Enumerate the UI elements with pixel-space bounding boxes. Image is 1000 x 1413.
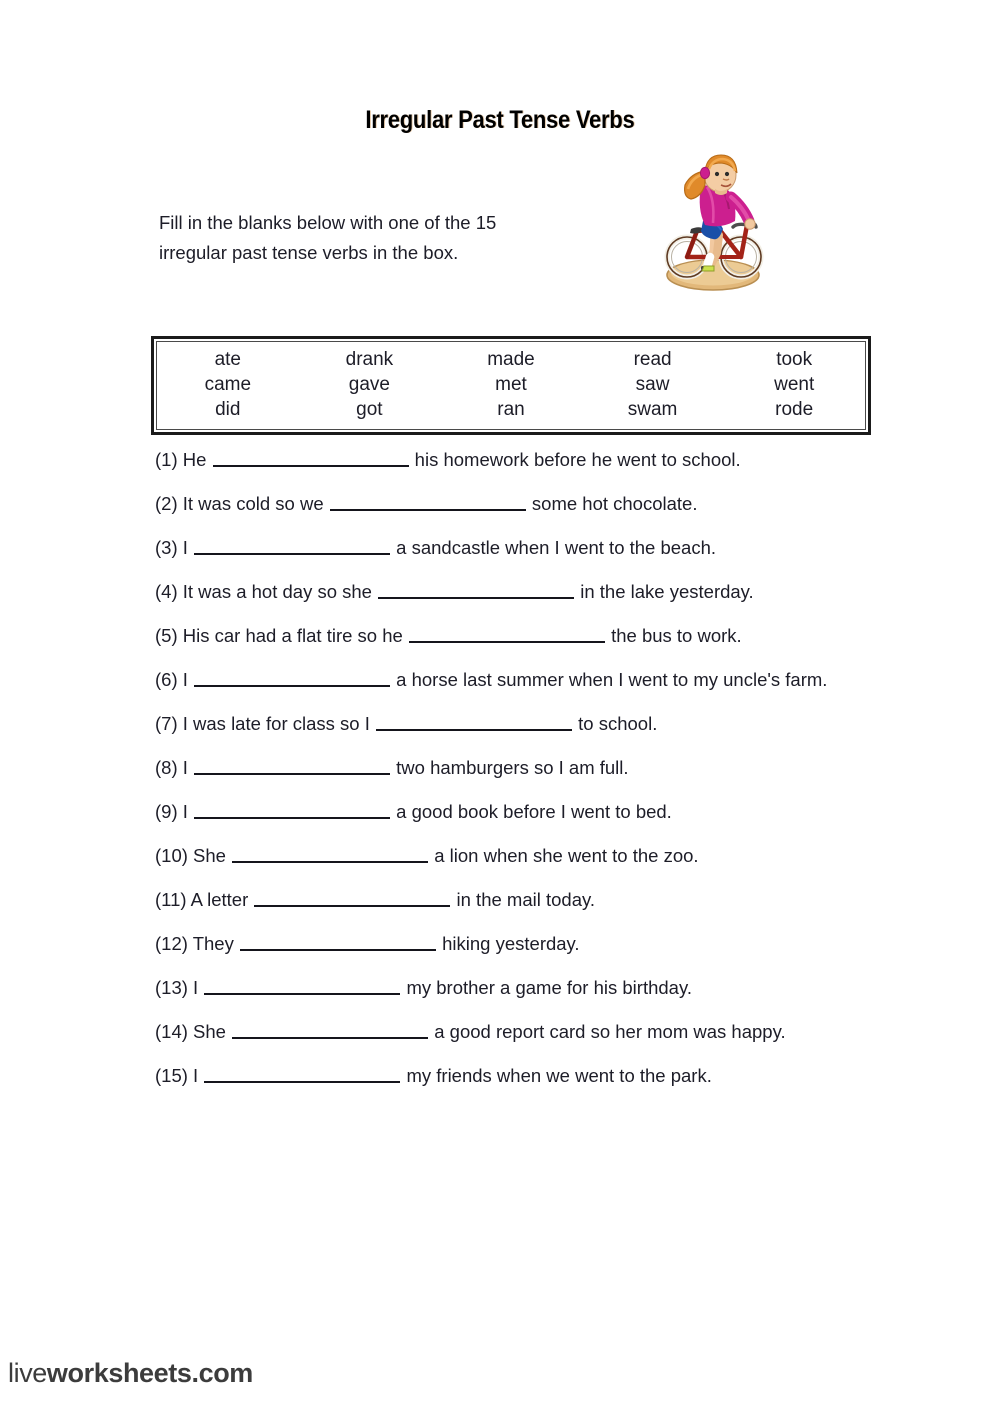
question-item	[155, 491, 867, 517]
question-suffix: a lion when she went to the zoo.	[429, 845, 699, 866]
word-bank-word: made	[487, 349, 535, 370]
question-item	[155, 975, 867, 1001]
question-item	[155, 447, 867, 473]
question-suffix: my brother a game for his birthday.	[401, 977, 692, 998]
page-title-container	[0, 106, 1000, 135]
word-bank-word: rode	[775, 399, 814, 420]
question-item	[155, 623, 867, 649]
answer-blank-9[interactable]	[194, 800, 390, 819]
answer-blank-13[interactable]	[204, 976, 400, 995]
word-bank-row	[157, 397, 865, 422]
word-bank-word: went	[774, 374, 815, 395]
question-suffix: hiking yesterday.	[436, 933, 580, 954]
word-bank-inner	[156, 341, 866, 430]
question-number-and-prefix: (10) She	[155, 845, 232, 866]
instructions-text: Fill in the blanks below with one of the 15 irregular past tense verbs in the box.	[159, 212, 497, 263]
question-item	[155, 887, 867, 913]
answer-blank-4[interactable]	[378, 580, 574, 599]
answer-blank-15[interactable]	[204, 1064, 400, 1083]
question-number-and-prefix: (4) It was a hot day so she	[155, 581, 378, 602]
question-number-and-prefix: (13) I	[155, 977, 204, 998]
question-suffix: two hamburgers so I am full.	[391, 757, 629, 778]
word-bank-word: ate	[214, 349, 241, 370]
question-number-and-prefix: (8) I	[155, 757, 194, 778]
watermark-light-part: live	[8, 1358, 47, 1388]
question-suffix: a good book before I went to bed.	[391, 801, 672, 822]
question-item	[155, 931, 867, 957]
question-suffix: a good report card so her mom was happy.	[429, 1021, 786, 1042]
question-number-and-prefix: (14) She	[155, 1021, 232, 1042]
girl-riding-bicycle-icon	[657, 147, 765, 295]
question-item	[155, 1019, 867, 1045]
questions-list	[155, 447, 867, 1089]
answer-blank-8[interactable]	[194, 756, 390, 775]
answer-blank-7[interactable]	[376, 712, 572, 731]
answer-blank-6[interactable]	[194, 668, 390, 687]
question-suffix: a horse last summer when I went to my uncle's farm.	[391, 669, 828, 690]
liveworksheets-watermark	[8, 1358, 253, 1389]
question-item	[155, 1063, 867, 1089]
question-suffix: in the lake yesterday.	[575, 581, 754, 602]
question-number-and-prefix: (5) His car had a flat tire so he	[155, 625, 408, 646]
question-number-and-prefix: (2) It was cold so we	[155, 493, 329, 514]
word-bank-word: met	[495, 374, 527, 395]
word-bank-word: came	[204, 374, 252, 395]
word-bank-word: ran	[497, 399, 525, 420]
word-bank-box	[151, 336, 871, 435]
word-bank-word: did	[215, 399, 241, 420]
question-number-and-prefix: (6) I	[155, 669, 194, 690]
question-item	[155, 535, 867, 561]
answer-blank-3[interactable]	[194, 536, 390, 555]
word-bank-word: drank	[345, 349, 394, 370]
question-number-and-prefix: (3) I	[155, 537, 194, 558]
question-number-and-prefix: (11) A letter	[155, 889, 254, 910]
answer-blank-5[interactable]	[409, 624, 605, 643]
question-item	[155, 579, 867, 605]
word-bank-word: saw	[635, 374, 670, 395]
answer-blank-2[interactable]	[330, 492, 526, 511]
question-suffix: to school.	[573, 713, 658, 734]
question-item	[155, 799, 867, 825]
question-suffix: the bus to work.	[605, 625, 742, 646]
page-title: Irregular Past Tense Verbs	[365, 106, 635, 134]
question-number-and-prefix: (7) I was late for class so I	[155, 713, 376, 734]
watermark-bold-part: worksheets.com	[46, 1358, 253, 1388]
answer-blank-12[interactable]	[240, 932, 436, 951]
word-bank-word: took	[776, 349, 813, 370]
word-bank-row	[157, 372, 865, 397]
question-number-and-prefix: (1) He	[155, 449, 212, 470]
question-suffix: in the mail today.	[451, 889, 595, 910]
question-number-and-prefix: (12) They	[155, 933, 239, 954]
question-item	[155, 711, 867, 737]
answer-blank-1[interactable]	[213, 448, 409, 467]
word-bank-word: gave	[348, 374, 390, 395]
word-bank-row	[157, 347, 865, 372]
question-number-and-prefix: (15) I	[155, 1065, 204, 1086]
question-suffix: his homework before he went to school.	[409, 449, 741, 470]
question-suffix: some hot chocolate.	[526, 493, 698, 514]
answer-blank-11[interactable]	[254, 888, 450, 907]
word-bank-word: read	[633, 349, 672, 370]
answer-blank-14[interactable]	[232, 1020, 428, 1039]
question-number-and-prefix: (9) I	[155, 801, 194, 822]
question-item	[155, 755, 867, 781]
question-suffix: my friends when we went to the park.	[401, 1065, 712, 1086]
word-bank-word: swam	[627, 399, 678, 420]
question-suffix: a sandcastle when I went to the beach.	[391, 537, 717, 558]
question-item	[155, 843, 867, 869]
word-bank-word: got	[356, 399, 383, 420]
question-item	[155, 667, 867, 693]
answer-blank-10[interactable]	[232, 844, 428, 863]
